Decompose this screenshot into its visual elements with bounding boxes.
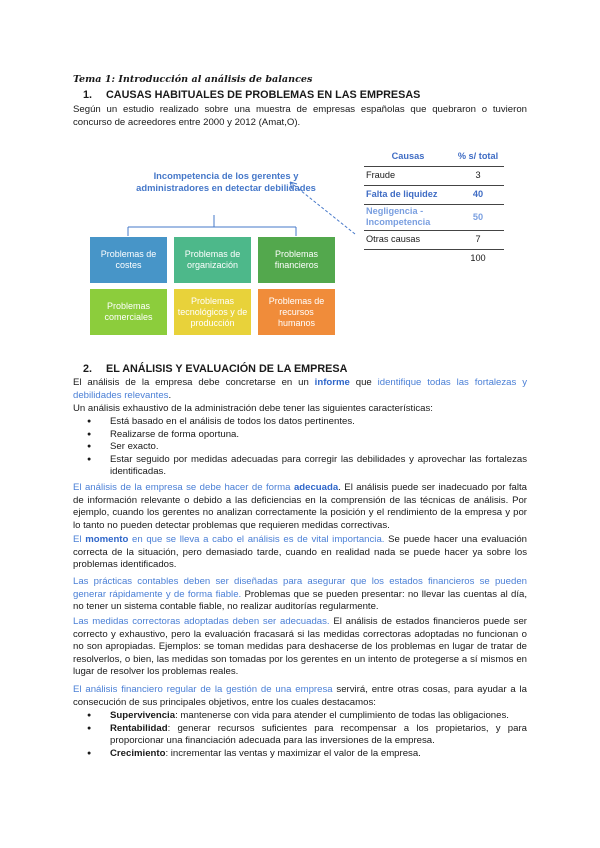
- value-cell: 3: [452, 166, 504, 185]
- value-cell: 40: [452, 185, 504, 204]
- section-2-heading: [73, 363, 533, 376]
- box-commercial: Problemas comerciales: [90, 289, 167, 335]
- box-financial: Problemas financieros: [258, 237, 335, 283]
- section-1-heading: [73, 89, 533, 102]
- table-row: [364, 204, 504, 230]
- value-cell: 50: [452, 204, 504, 230]
- box-technological: Problemas tecnológicos y de producción: [174, 289, 251, 335]
- section-1-title: CAUSAS HABITUALES DE PROBLEMAS EN LAS EMPRESAS: [106, 89, 421, 101]
- diagram-title: Incompetencia de los gerentes y administradores en detectar debilidades: [136, 170, 316, 193]
- section-1-intro: Según un estudio realizado sobre una muestra de empresas españolas que quebraron o tuvieron concurso de acreedores entre 2000 y 2012 (Amat,O).: [73, 104, 527, 128]
- table-row: [364, 185, 504, 204]
- cause-cell: Fraude: [364, 166, 452, 185]
- paragraph-7: El análisis financiero regular de la gestión de una empresa servirá, entre otras cosas, para ayudar a la consecución de sus principales objetivos, entre los cuales destacamos:: [73, 684, 527, 708]
- value-cell: 7: [452, 230, 504, 249]
- box-organization: Problemas de organización: [174, 237, 251, 283]
- causes-diagram: [90, 160, 350, 340]
- box-costs: Problemas de costes: [90, 237, 167, 283]
- total-cell: 100: [470, 253, 486, 264]
- table-row: [364, 166, 504, 185]
- objectives-list: [73, 710, 527, 760]
- cause-cell: Otras causas: [364, 230, 452, 249]
- list-item: ● Estar seguido por medidas adecuadas para corregir las debilidades y aprovechar las fortalezas identificadas.: [73, 454, 527, 479]
- list-item: ● Rentabilidad: generar recursos suficientes para recompensar a los propietarios, y para proporcionar una financiación adecuada para las inversiones de la empresa.: [73, 723, 527, 748]
- table-row: [364, 230, 504, 249]
- topic-title: Tema 1: Introducción al análisis de balances: [73, 74, 313, 85]
- list-item: ● Está basado en el análisis de todos los datos pertinentes.: [73, 416, 527, 429]
- list-item: ● Ser exacto.: [73, 441, 527, 454]
- paragraph-2: Un análisis exhaustivo de la administración debe tener las siguientes características:: [73, 403, 433, 414]
- paragraph-1: El análisis de la empresa debe concretarse en un informe que identifique todas las fortalezas y debilidades relevantes.: [73, 377, 527, 401]
- paragraph-3: El análisis de la empresa se debe hacer de forma adecuada. El análisis puede ser inadecuado por falta de información relevante o debido a las deficiencias en la comprensión de las técnicas de análisis. Por ejemplo, cuando los gerentes no analizan correctamente la posición y el rendimiento de la empresa y por lo tanto no pueden detectar problemas que requieren medidas correctivas.: [73, 482, 528, 531]
- header-causes: Causas: [364, 147, 452, 166]
- paragraph-5: Las prácticas contables deben ser diseñadas para asegurar que los estados financieros se pueden generar rápidamente y de forma fiable. Problemas que se pueden presentar: no llevar las cuentas al día, no tener un sistema contable fiable, no realizar auditorías regularmente.: [73, 576, 527, 613]
- table-header-row: [364, 147, 504, 166]
- cause-cell: Negligencia - Incompetencia: [364, 204, 452, 230]
- list-item: ● Crecimiento: incrementar las ventas y maximizar el valor de la empresa.: [73, 748, 527, 761]
- table-total-row: [364, 249, 504, 268]
- box-human-resources: Problemas de recursos humanos: [258, 289, 335, 335]
- characteristics-list: [73, 416, 527, 479]
- section-1-number: 1.: [83, 89, 93, 101]
- header-percent: % s/ total: [452, 147, 504, 166]
- section-2-number: 2.: [83, 363, 93, 375]
- section-2-title: EL ANÁLISIS Y EVALUACIÓN DE LA EMPRESA: [106, 363, 348, 375]
- cause-cell: Falta de liquidez: [364, 185, 452, 204]
- paragraph-4: El momento en que se lleva a cabo el análisis es de vital importancia. Se puede hacer una evaluación correcta de la situación, pero demasiado tarde, cuando en realidad nada se puede hacer ya sobre los problemas identificados.: [73, 534, 527, 571]
- list-item: ● Realizarse de forma oportuna.: [73, 429, 527, 442]
- paragraph-6: Las medidas correctoras adoptadas deben ser adecuadas. El análisis de estados financieros puede ser correcto y exhaustivo, pero la evaluación fracasará si las medidas correctoras adoptadas no funcionan o no son apropiadas. Ejemplos: se toman medidas para deshacerse de los problemas en lugar de tratar de resolverlos, o bien, las medidas son tomadas por los gerentes en un intento de protegerse a sí mismos en lugar de resolver los problemas reales.: [73, 616, 527, 678]
- list-item: ● Supervivencia: mantenerse con vida para atender el cumplimiento de todas las obligaciones.: [73, 710, 527, 723]
- causes-table: [364, 147, 504, 268]
